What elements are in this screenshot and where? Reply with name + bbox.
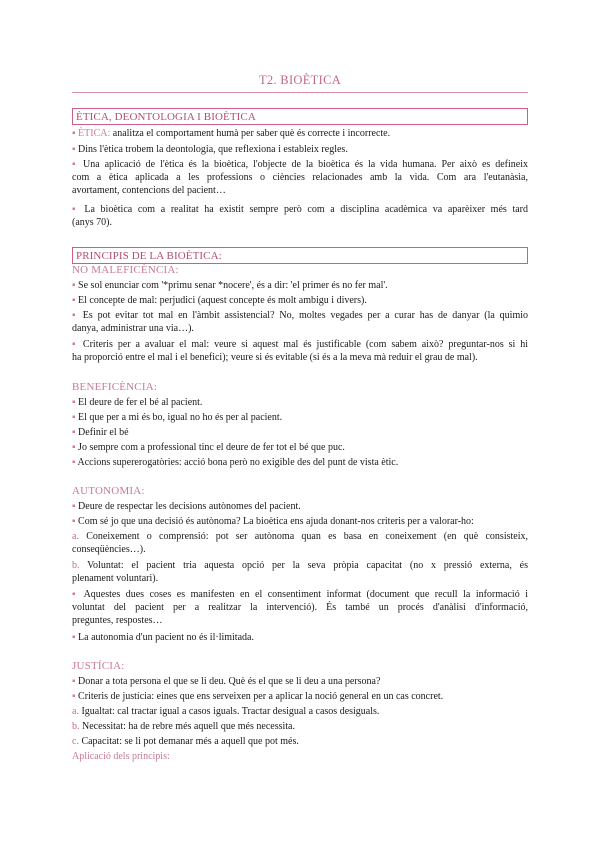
bullet-icon: ▪ [72,144,76,155]
subheading-beneficencia: BENEFICÈNCIA: [72,381,158,393]
subheading-no-maleficencia: NO MALEFICÈNCIA: [72,264,179,276]
list-item: ▪ Donar a tota persona el que se li deu. Què és el que se li deu a una persona? [72,676,381,687]
paragraph-bioetica: ▪ Una aplicació de l'ètica és la bioètica, l'objecte de la bioètica és la vida humana. Per això es defineix com a ètica aplicada a les professions o ciències relacionades amb la vida. Com ara l'eutanàsia, avortament, contencions del pacient… [72,159,529,196]
title-divider [72,92,528,93]
bullet-icon: ▪ [72,128,76,139]
bullet-icon: ▪ [72,427,76,438]
list-item: b. Necessitat: ha de rebre més aquell que més necessita. [72,721,295,732]
footer-subheading-aplicacio: Aplicació dels principis: [72,751,170,762]
bullet-icon: ▪ [72,397,76,408]
paragraph-deontologia: ▪ Dins l'ètica trobem la deontologia, que reflexiona i estableix regles. [72,144,348,155]
list-item: ▪ Criteris de justícia: eines que ens serveixen per a aplicar la noció general en un cas concret. [72,691,444,702]
list-marker: b. [72,721,80,732]
paragraph-bioetica-history: ▪ La bioètica com a realitat ha existit sempre però com a disciplina acadèmica va aparèixer més tard (anys 70). [72,204,528,228]
page-title: T2. BIOÈTICA [258,73,342,87]
list-item: ▪ El deure de fer el bé al pacient. [72,397,203,408]
list-item: ▪ Se sol enunciar com '*primu senar *nocere', és a dir: 'el primer és no fer mal'. [72,280,388,291]
section-heading-etica: ÈTICA, DEONTOLOGIA I BIOÈTICA [72,108,528,125]
list-item: a. Coneixement o comprensió: pot ser autònoma quan es basa en coneixement (en què consisteix, conseqüències…). [72,531,528,555]
list-marker: c. [72,736,79,747]
list-item: c. Capacitat: se li pot demanar més a aquell que pot més. [72,736,299,747]
list-item: ▪ Criteris per a avaluar el mal: veure si aquest mal és justificable (com sabem això? preguntar-nos si hi ha proporció entre el mal i el benefici); veure si és evitable (si és a la meva mà reduir el grau de mal). [72,339,529,363]
bullet-icon: ▪ [72,442,76,453]
bullet-icon: ▪ [72,295,76,306]
bullet-icon: ▪ [72,457,76,468]
list-item: ▪ El que per a mi és bo, igual no ho és per al pacient. [72,412,283,423]
term-etica: ÈTICA: [78,128,111,139]
list-marker: a. [72,706,79,717]
section-heading-principis: PRINCIPIS DE LA BIOÈTICA: [72,247,528,264]
bullet-icon: ▪ [72,632,76,643]
list-item: ▪ Com sé jo que una decisió és autònoma? La bioètica ens ajuda donant-nos criteris per a valorar-ho: [72,516,474,527]
list-item: a. Igualtat: cal tractar igual a casos iguals. Tractar desigual a casos desiguals. [72,706,380,717]
list-item: ▪ Deure de respectar les decisions autònomes del pacient. [72,501,301,512]
bullet-icon: ▪ [72,516,76,527]
bullet-icon: ▪ [72,280,76,291]
list-marker: a. [72,531,79,542]
bullet-icon: ▪ [72,159,79,170]
bullet-icon: ▪ [72,691,76,702]
bullet-icon: ▪ [72,412,76,423]
bullet-icon: ▪ [72,589,79,600]
list-item: ▪ La autonomia d'un pacient no és il·limitada. [72,632,254,643]
bullet-icon: ▪ [72,204,79,215]
paragraph-etica-definition: ▪ ÈTICA: analitza el comportament humà per saber què és correcte i incorrecte. [72,128,391,139]
bullet-icon: ▪ [72,501,76,512]
list-item: ▪ Jo sempre com a professional tinc el deure de fer tot el bé que puc. [72,442,345,453]
subheading-autonomia: AUTONOMIA: [72,485,145,497]
list-item: ▪ Aquestes dues coses es manifesten en el consentiment informat (document que recull la informació i voluntat del pacient per a realitzar la intervenció). És també un procés d'anàlisi d'informació, preguntes, respostes… [72,589,528,626]
subheading-justicia: JUSTÍCIA: [72,660,125,672]
list-item: ▪ El concepte de mal: perjudici (aquest concepte és molt ambigu i divers). [72,295,367,306]
list-item: b. Voluntat: el pacient tria aquesta opció per la seva pròpia capacitat (no x pressió externa, és plenament voluntari). [72,560,528,584]
list-item: ▪ Accions supererogatòries: acció bona però no exigible des del punt de vista ètic. [72,457,399,468]
list-marker: b. [72,560,80,571]
list-item: ▪ Definir el bé [72,427,129,438]
bullet-icon: ▪ [72,676,76,687]
bullet-icon: ▪ [72,339,78,350]
list-item: ▪ Es pot evitar tot mal en l'àmbit assistencial? No, moltes vegades per a curar has de danyar (la quimio danya, administrar una via…). [72,310,529,334]
bullet-icon: ▪ [72,310,78,321]
